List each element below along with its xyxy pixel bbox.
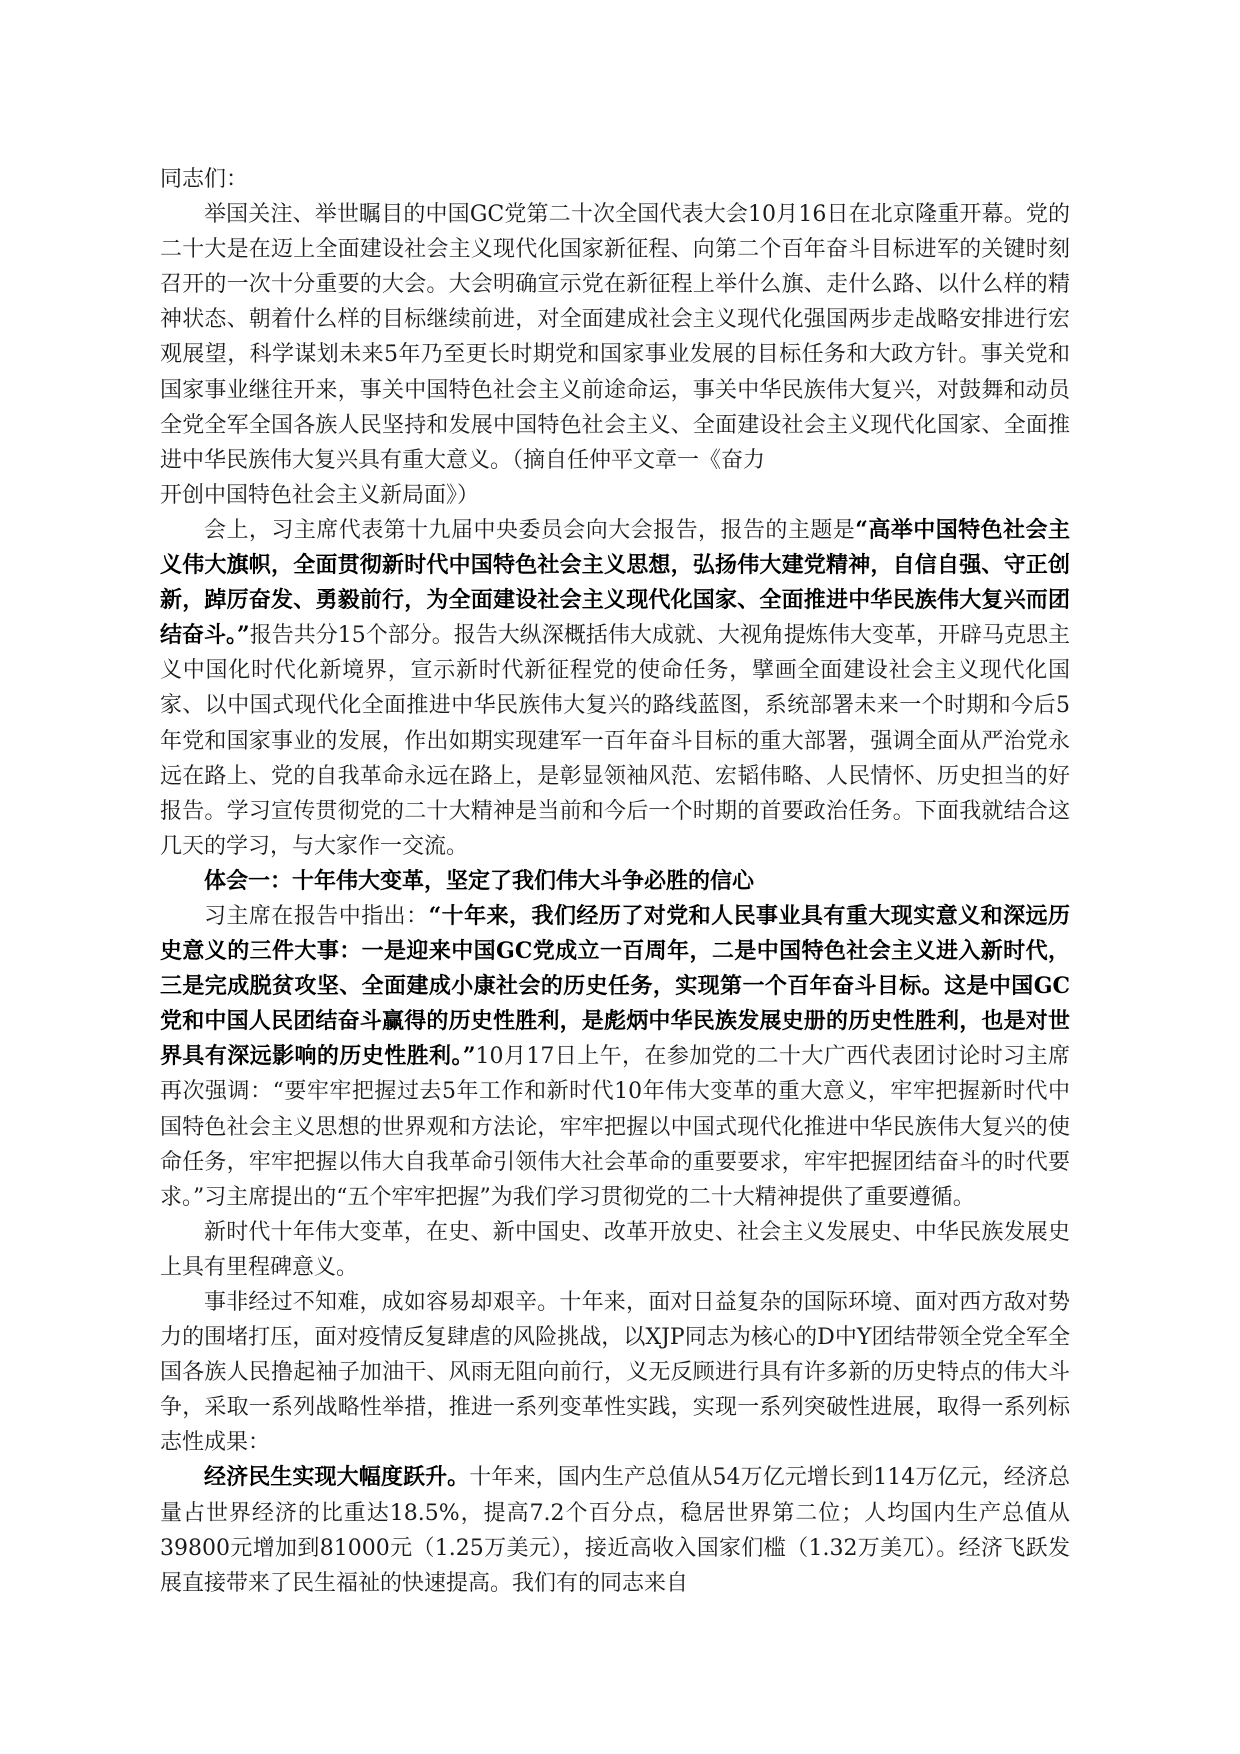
section-heading-1: 体会一：十年伟大变革，坚定了我们伟大斗争必胜的信心 (204, 867, 755, 894)
paragraph-three-events (160, 899, 1070, 1215)
report-theme-lead: 会上，习主席代表第十九届中央委员会向大会报告，报告的主题是 (204, 517, 856, 543)
three-events-quote: “十年来，我们经历了对党和人民事业具有重大现实意义和深远历史意义的三件大事：一是迎来中国GC党成立一百周年，二是中国特色社会主义进入新时代，三是完成脱贫攻坚、全面建成小康社会的历史任务，实现第一个百年奋斗目标。这是中国GC党和中国人民团结奋斗赢得的历史性胜利，是彪炳中华民族发展史册的历史性胜利，也是对世界具有深远影响的历史性胜利。” (160, 902, 1070, 1070)
paragraph-report-theme (160, 513, 1070, 864)
greeting: 同志们： (160, 167, 249, 192)
three-events-rest: 10月17日上午，在参加党的二十大广西代表团讨论时习主席再次强调：“要牢牢把握过去5年工作和新时代10年伟大变革的重大意义，牢牢把握新时代中国特色社会主义思想的世界观和方法论，牢牢把握以中国式现代化推进中华民族伟大复兴的使命任务，牢牢把握以伟大自我革命引领伟大社会革命的重要要求，牢牢把握团结奋斗的时代要求。”习主席提出的“五个牢牢把握”为我们学习贯彻党的二十大精神提供了重要遵循。 (160, 1044, 1070, 1210)
paragraph-intro (160, 197, 1070, 513)
three-events-lead: 习主席在报告中指出： (204, 903, 429, 929)
source-citation-continuation: 开创中国特色社会主义新局面》） (160, 482, 480, 508)
document-body (160, 162, 1070, 1601)
paragraph-milestone: 新时代十年伟大变革，在史、新中国史、改革开放史、社会主义发展史、中华民族发展史上具有里程碑意义。 (160, 1219, 1070, 1280)
paragraph-struggle: 事非经过不知难，成如容易却艰辛。十年来，面对日益复杂的国际环境、面对西方敌对势力的围堵打压，面对疫情反复肆虐的风险挑战，以XJP同志为核心的D中Y团结带领全党全军全国各族人民撸起袖子加油干、风雨无阻向前行，义无反顾进行具有许多新的历史特点的伟大斗争，采取一系列战略性举措，推进一系列变革性实践，实现一系列突破性进展，取得一系列标志性成果： (160, 1290, 1070, 1456)
paragraph-economy (160, 1460, 1070, 1600)
report-theme-rest: 报告共分15个部分。报告大纵深概括伟大成就、大视角提炼伟大变革，开辟马克思主义中国化时代化新境界，宣示新时代新征程党的使命任务，擘画全面建设社会主义现代化国家、以中国式现代化全面推进中华民族伟大复兴的路线蓝图，系统部署未来一个时期和今后5年党和国家事业的发展，作出如期实现建军一百年奋斗目标的重大部署，强调全面从严治党永远在路上、党的自我革命永远在路上，是彰显领袖风范、宏韬伟略、人民情怀、历史担当的好报告。学习宣传贯彻党的二十大精神是当前和今后一个时期的首要政治任务。下面我就结合这几天的学习，与大家作一交流。 (160, 623, 1071, 859)
paragraph-intro-text: 举国关注、举世瞩目的中国GC党第二十次全国代表大会10月16日在北京隆重开幕。党的二十大是在迈上全面建设社会主义现代化国家新征程、向第二个百年奋斗目标进军的关键时刻召开的一次十分重要的大会。大会明确宣示党在新征程上举什么旗、走什么路、以什么样的精神状态、朝着什么样的目标继续前进，对全面建成社会主义现代化强国两步走战略安排进行宏观展望，科学谋划未来5年乃至更长时期党和国家事业发展的目标任务和大政方针。事关党和国家事业继往开来，事关中国特色社会主义前途命运，事关中华民族伟大复兴，对鼓舞和动员全党全军全国各族人民坚持和发展中国特色社会主义、全面建设社会主义现代化国家、全面推进中华民族伟大复兴具有重大意义。（摘自任仲平文章一《奋力 (160, 202, 1070, 473)
report-theme-quote: “高举中国特色社会主义伟大旗帜，全面贯彻新时代中国特色社会主义思想，弘扬伟大建党精神，自信自强、守正创新，踔厉奋发、勇毅前行，为全面建设社会主义现代化国家、全面推进中华民族伟大复兴而团结奋斗。” (160, 516, 1070, 649)
economy-bold-lead: 经济民生实现大幅度跃升。 (204, 1464, 470, 1491)
economy-rest: 十年来，国内生产总值从54万亿元增长到114万亿元，经济总量占世界经济的比重达18.5%，提高7.2个百分点，稳居世界第二位；人均国内生产总值从39800元增加到81000元（1.25万美元），接近高收入国家们槛（1.32万美兀）。经济飞跃发展直接带来了民生福祉的快速提高。我们有的同志来自 (160, 1465, 1070, 1596)
